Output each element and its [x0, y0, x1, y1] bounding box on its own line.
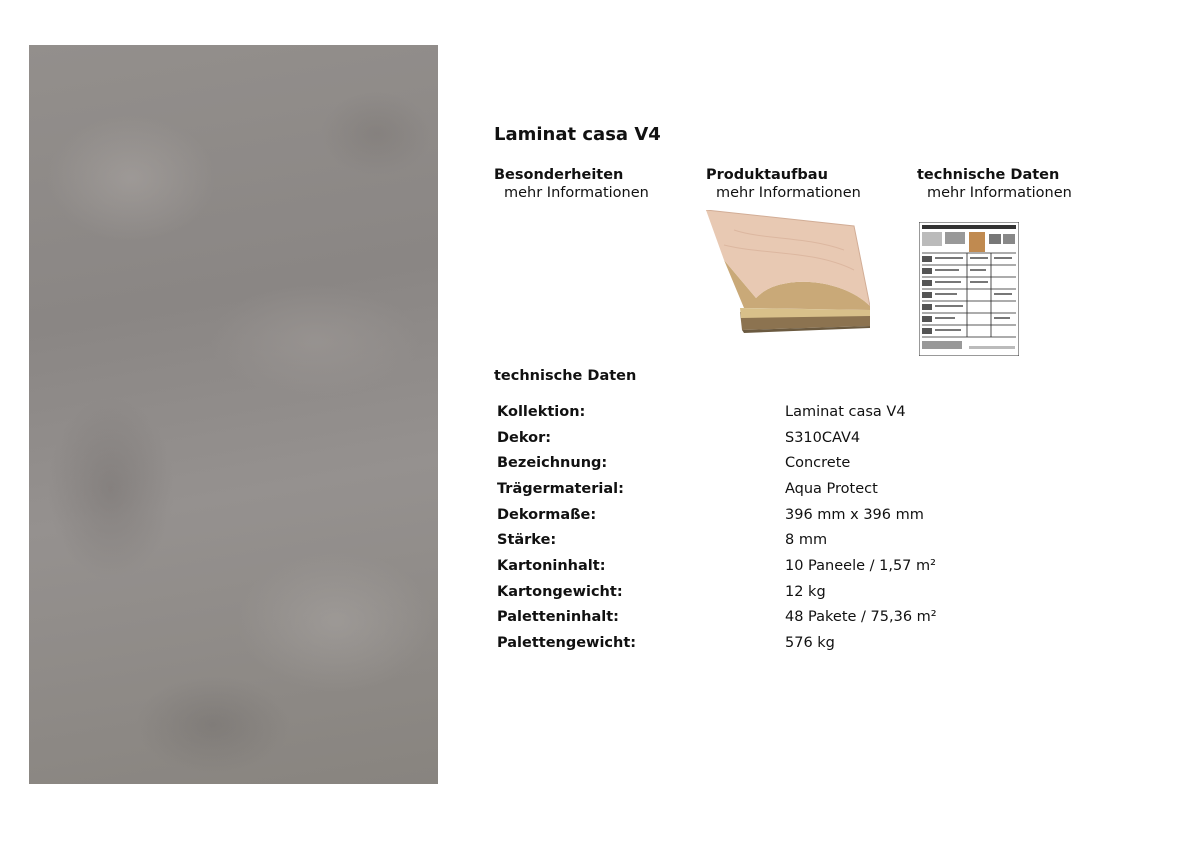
more-info-link[interactable]: mehr Informationen — [716, 185, 861, 201]
spec-label: Trägermaterial: — [497, 480, 624, 497]
spec-row — [497, 605, 1017, 631]
spec-table — [497, 399, 1017, 656]
spec-value: 396 mm x 396 mm — [785, 506, 924, 523]
spec-row — [497, 630, 1017, 656]
spec-label: Stärke: — [497, 532, 557, 549]
spec-label: Dekormaße: — [497, 506, 597, 523]
board-structure-image[interactable] — [704, 210, 870, 340]
spec-value: 8 mm — [785, 532, 828, 549]
info-column-besonderheiten — [494, 166, 704, 202]
spec-label: Bezeichnung: — [497, 455, 608, 472]
spec-value: 576 kg — [785, 635, 835, 652]
spec-row — [497, 579, 1017, 605]
spec-label: Dekor: — [497, 429, 552, 446]
info-column-produktaufbau — [706, 166, 916, 202]
info-column-technische-daten — [917, 166, 1127, 202]
spec-row — [497, 425, 1017, 451]
decor-image-concrete — [29, 45, 438, 784]
more-info-link[interactable]: mehr Informationen — [504, 185, 649, 201]
spec-value: 10 Paneele / 1,57 m² — [785, 557, 936, 574]
spec-row — [497, 553, 1017, 579]
spec-value: 48 Pakete / 75,36 m² — [785, 609, 937, 626]
spec-value: Aqua Protect — [785, 480, 878, 497]
column-heading: Besonderheiten — [494, 167, 624, 183]
column-heading: Produktaufbau — [706, 167, 828, 183]
spec-row — [497, 527, 1017, 553]
tech-data-heading: technische Daten — [494, 368, 637, 384]
spec-label: Kartongewicht: — [497, 583, 623, 600]
spec-label: Kollektion: — [497, 403, 586, 420]
spec-value: Concrete — [785, 455, 851, 472]
spec-value: S310CAV4 — [785, 429, 861, 446]
datasheet-thumbnail[interactable] — [919, 222, 1019, 356]
spec-value: 12 kg — [785, 583, 826, 600]
spec-label: Kartoninhalt: — [497, 557, 606, 574]
spec-row — [497, 399, 1017, 425]
spec-row — [497, 502, 1017, 528]
column-heading: technische Daten — [917, 167, 1060, 183]
more-info-link[interactable]: mehr Informationen — [927, 185, 1072, 201]
spec-row — [497, 450, 1017, 476]
spec-label: Paletteninhalt: — [497, 609, 619, 626]
spec-label: Palettengewicht: — [497, 635, 637, 652]
spec-row — [497, 476, 1017, 502]
spec-value: Laminat casa V4 — [785, 403, 906, 420]
product-title: Laminat casa V4 — [494, 124, 661, 145]
